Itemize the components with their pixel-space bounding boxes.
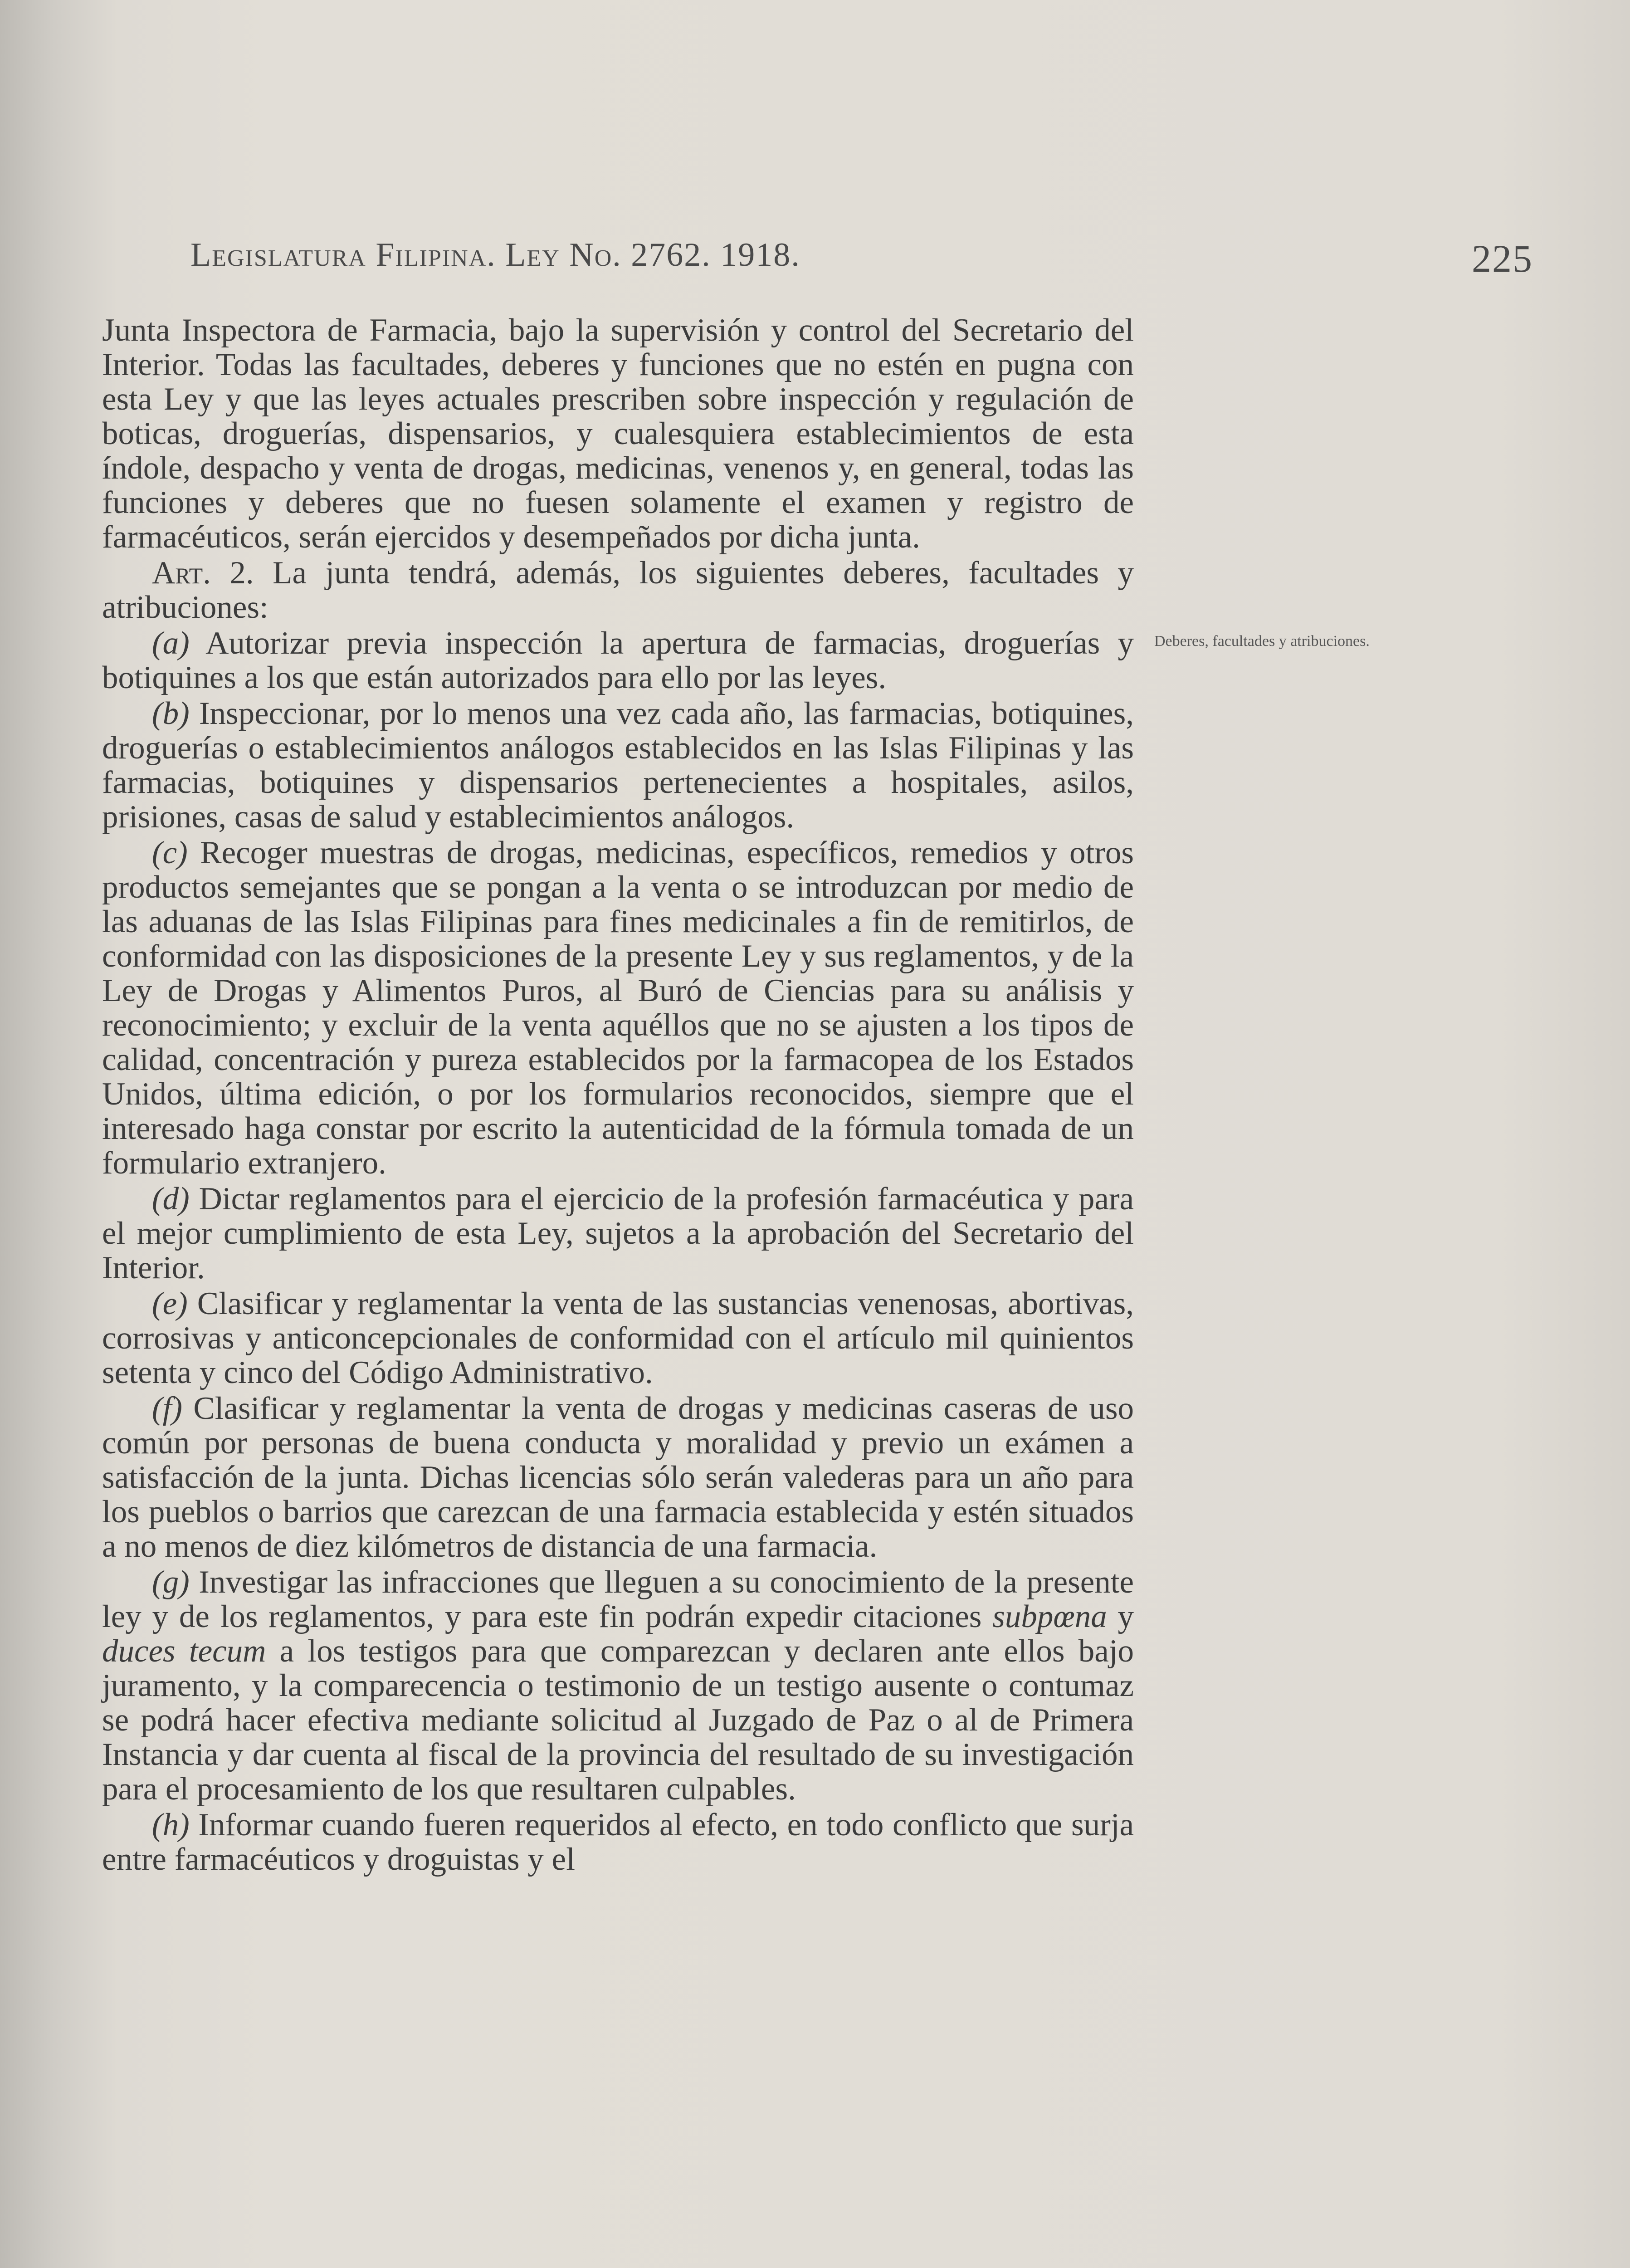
clause-h <box>102 1808 1134 1877</box>
clause-d <box>102 1182 1134 1285</box>
running-title: Legislatura Filipina. Ley No. 2762. 1918. <box>190 236 800 274</box>
paragraph-intro <box>102 313 1134 554</box>
page-header <box>190 236 1533 286</box>
clause-b-label: (b) <box>152 696 190 731</box>
clause-c-text: Recoger muestras de drogas, medicinas, específicos, remedios y otros productos semejantes que se pongan a la venta o se introduzcan por medio de las aduanas de las Islas Filipinas para fines medicinales a fin de remitirlos, de conformidad con las disposiciones de la presente Ley y sus reglamentos, y de la Ley de Drogas y Alimentos Puros, al Buró de Ciencias para su análisis y reconocimiento; y excluir de la venta aquéllos que no se ajusten a los tipos de calidad, concentración y pureza establecidos por la farmacopea de los Estados Unidos, última edición, o por los formularios reconocidos, siempre que el interesado haga constar por escrito la autenticidad de la fórmula tomada de un formulario extranjero. <box>102 835 1134 1181</box>
clause-f-label: (f) <box>152 1391 183 1426</box>
clause-b-text: Inspeccionar, por lo menos una vez cada año, las farmacias, botiquines, droguerías o establecimientos análogos establecidos en las Islas Filipinas y las farmacias, botiquines y dispensarios pertenecientes a hospitales, asilos, prisiones, casas de salud y establecimientos análogos. <box>102 696 1134 835</box>
clause-g-text-2: a los testigos para que comparezcan y declaren ante ellos bajo juramento, y la comparecencia o testimonio de un testigo ausente o contumaz se podrá hacer efectiva mediante solicitud al Juzgado de Paz o al de Primera Instancia y dar cuenta al fiscal de la provincia del resultado de su investigación para el procesamiento de los que resultaren culpables. <box>102 1633 1134 1807</box>
clause-g-italic-subpoena: subpœna <box>992 1599 1107 1634</box>
clause-c <box>102 836 1134 1180</box>
margin-note: Deberes, facultades y atribuciones. <box>1154 633 1370 650</box>
clause-b <box>102 696 1134 834</box>
clause-a <box>102 626 1134 695</box>
paragraph-article-2 <box>102 556 1134 625</box>
clause-d-label: (d) <box>152 1181 190 1217</box>
article-text: La junta tendrá, además, los siguientes deberes, facultades y atribuciones: <box>102 555 1134 625</box>
clause-a-text: Autorizar previa inspección la apertura de farmacias, droguerías y botiquines a los que están autorizados para ello por las leyes. <box>102 626 1134 695</box>
body-text <box>102 313 1134 1878</box>
clause-h-label: (h) <box>152 1807 190 1843</box>
clause-a-label: (a) <box>152 626 190 661</box>
article-label: Art. 2. <box>152 555 254 591</box>
clause-c-label: (c) <box>152 835 188 870</box>
paragraph-intro-text: Junta Inspectora de Farmacia, bajo la supervisión y control del Secretario del Interior. Todas las facultades, deberes y funciones que no estén en pugna con esta Ley y que las leyes actuales prescriben sobre inspección y regulación de boticas, droguerías, dispensarios, y cualesquiera establecimientos de esta índole, despacho y venta de drogas, medicinas, venenos y, en general, todas las funciones y deberes que no fuesen solamente el examen y registro de farmacéuticos, serán ejercidos y desempeñados por dicha junta. <box>102 313 1134 555</box>
clause-e-label: (e) <box>152 1286 188 1321</box>
clause-g-text-1: Investigar las infracciones que lleguen a su conocimiento de la presente ley y de los reglamentos, y para este fin podrán expedir citaciones <box>102 1564 1134 1634</box>
clause-g-and: y <box>1118 1599 1134 1634</box>
clause-h-text: Informar cuando fueren requeridos al efecto, en todo conflicto que surja entre farmacéuticos y droguistas y el <box>102 1807 1134 1877</box>
clause-f <box>102 1391 1134 1564</box>
clause-d-text: Dictar reglamentos para el ejercicio de la profesión farmacéutica y para el mejor cumplimiento de esta Ley, sujetos a la aprobación del Secretario del Interior. <box>102 1181 1134 1286</box>
clause-e-text: Clasificar y reglamentar la venta de las sustancias venenosas, abortivas, corrosivas y anticoncepcionales de conformidad con el artículo mil quinientos setenta y cinco del Código Administrativo. <box>102 1286 1134 1390</box>
clause-f-text: Clasificar y reglamentar la venta de drogas y medicinas caseras de uso común por personas de buena conducta y moralidad y previo un exámen a satisfacción de la junta. Dichas licencias sólo serán valederas para un año para los pueblos o barrios que carezcan de una farmacia establecida y estén situados a no menos de diez kilómetros de distancia de una farmacia. <box>102 1391 1134 1564</box>
page-number: 225 <box>1472 237 1533 280</box>
clause-g-label: (g) <box>152 1564 190 1600</box>
clause-g <box>102 1565 1134 1806</box>
clause-e <box>102 1286 1134 1390</box>
clause-g-italic-duces-tecum: duces tecum <box>102 1633 266 1669</box>
